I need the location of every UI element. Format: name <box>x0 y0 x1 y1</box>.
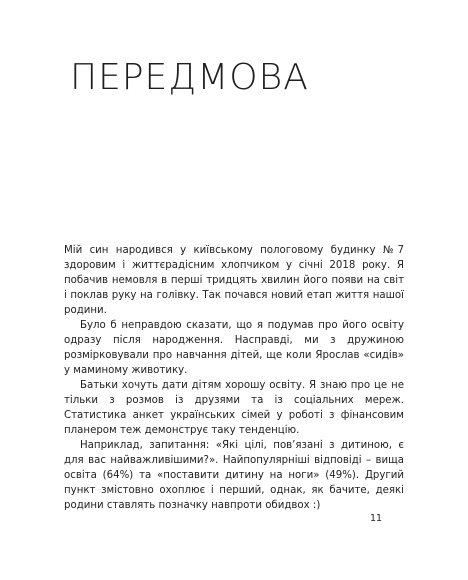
chapter-title: ПЕРЕДМОВА <box>70 57 309 98</box>
page-number: 11 <box>370 513 383 524</box>
paragraph-2: Було б неправдою сказати, що я подумав про його освіту одразу після народження. Насправді, ми з дружиною розмірковували про навчання дітей, ще коли Ярослав «сидів» у маминому животику. <box>64 320 404 376</box>
paragraph-4: Наприклад, запитання: «Які цілі, пов’язані з дитиною, є для вас найважливішими?». Найпопулярніші відповіді – вища освіта (64%) та «поставити дитину на ноги» (49%). Другий пункт змістовно охоплює і перший, однак, як бачите, деякі родини ставлять позначку навпроти обидвох :) <box>64 440 404 511</box>
paragraph-1: Мій син народився у київському пологовому будинку №7 здоровим і життєрадісним хлопчиком у січні 2018 року. Я побачив немовля в перші тридцять хвилин його появи на світ і поклав руку на голівку. Так почався новий етап життя нашої родини. <box>64 245 404 316</box>
chapter-body <box>64 243 404 513</box>
paragraph-3: Батьки хочуть дати дітям хорошу освіту. Я знаю про це не тільки з розмов із друзями та із соціальних мереж. Статистика анкет українських сімей у роботі з фінансовим планером теж демонструє таку тенденцію. <box>64 380 404 436</box>
